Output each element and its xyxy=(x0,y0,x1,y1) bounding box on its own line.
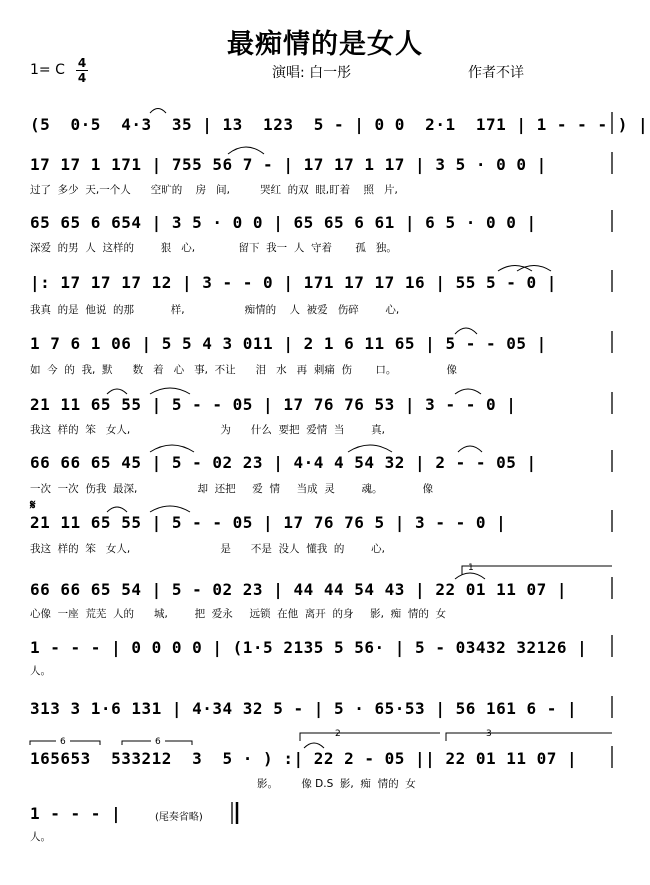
score-row-10: 1 - - - | 0 0 0 0 | (1·5 2135 5 56· | 5 - 03432 32126 | xyxy=(30,638,588,657)
time-bottom: 4 xyxy=(77,71,87,85)
volta-3-label: 3 xyxy=(486,729,492,739)
lyric-row-6: 我这 样的 笨 女人, 为 什么 要把 爱情 当 真, xyxy=(30,424,385,436)
lyric-row-2: 过了 多少 天,一个人 空旷的 房 间, 哭红 的双 眼,盯着 照 片, xyxy=(30,184,398,196)
score-row-3: 65 65 6 654 | 3 5 · 0 0 | 65 65 6 61 | 6 5 · 0 0 | xyxy=(30,213,537,232)
volta-2-label: 2 xyxy=(335,729,341,739)
time-top: 4 xyxy=(77,56,87,70)
lyric-row-9: 心像 一座 荒芜 人的 城, 把 爱永 远锁 在他 离开 的身 影, 痴 情的 女 xyxy=(30,608,447,620)
composer-credit: 作者不详 xyxy=(468,65,524,81)
lyric-row-7: 一次 一次 伤我 最深, 却 还把 爱 情 当成 灵 魂。 像 xyxy=(30,483,434,495)
score-row-11: 313 3 1·6 131 | 4·34 32 5 - | 5 · 65·53 | 56 161 6 - | xyxy=(30,699,578,718)
lyric-row-10: 人。 xyxy=(30,665,51,677)
singer-credit: 演唱: 白一彤 xyxy=(272,65,352,81)
tuplet-label-1: 6 xyxy=(60,737,66,747)
score-row-9: 66 66 65 54 | 5 - 02 23 | 44 44 54 43 | 22 01 11 07 | xyxy=(30,580,568,599)
score-row-2: 17 17 1 171 | 755 56 7 - | 17 17 1 17 | 3 5 · 0 0 | xyxy=(30,155,547,174)
lyric-row-12: 影。 像 D.S 影, 痴 情的 女 xyxy=(30,778,416,790)
segno-icon: 𝄋 xyxy=(30,498,36,513)
score-row-12: 165653 533212 3 5 · ) :| 22 2 - 05 || 22 01 11 07 | xyxy=(30,749,578,768)
lyric-row-8: 我这 样的 笨 女人, 是 不是 没人 懂我 的 心, xyxy=(30,543,385,555)
score-row-7: 66 66 65 45 | 5 - 02 23 | 4·4 4 54 32 | 2 - - 05 | xyxy=(30,453,537,472)
tuplet-label-2: 6 xyxy=(155,737,161,747)
score-row-4: |: 17 17 17 12 | 3 - - 0 | 171 17 17 16 | 55 5 - 0 | xyxy=(30,273,557,292)
key-signature: 1= C xyxy=(30,62,65,78)
score-row-6: 21 11 65 55 | 5 - - 05 | 17 76 76 53 | 3 - - 0 | xyxy=(30,395,517,414)
lyric-row-13: 人。 xyxy=(30,831,51,843)
volta-1-label: 1 xyxy=(468,563,474,573)
song-title: 最痴情的是女人 xyxy=(227,29,423,60)
score-row-8: 21 11 65 55 | 5 - - 05 | 17 76 76 5 | 3 - - 0 | xyxy=(30,513,507,532)
score-row-1: (5 0·5 4·3 35 | 13 123 5 - | 0 0 2·1 171 | 1 - - - ) | xyxy=(30,115,649,134)
outro-note: (尾奏省略) xyxy=(155,812,203,823)
score-row-5: 1 7 6 1 06 | 5 5 4 3 011 | 2 1 6 11 65 | 5 - - 05 | xyxy=(30,334,547,353)
lyric-row-4: 我真 的是 他说 的那 样, 痴情的 人 被爱 伤碎 心, xyxy=(30,304,400,316)
lyric-row-5: 如 今 的 我, 默 数 着 心 事, 不让 泪 水 再 刺痛 伤 口。 像 xyxy=(30,364,457,376)
lyric-row-3: 深爱 的男 人 这样的 狠 心, 留下 我一 人 守着 孤 独。 xyxy=(30,242,397,254)
score-row-13: 1 - - - | xyxy=(30,804,122,823)
